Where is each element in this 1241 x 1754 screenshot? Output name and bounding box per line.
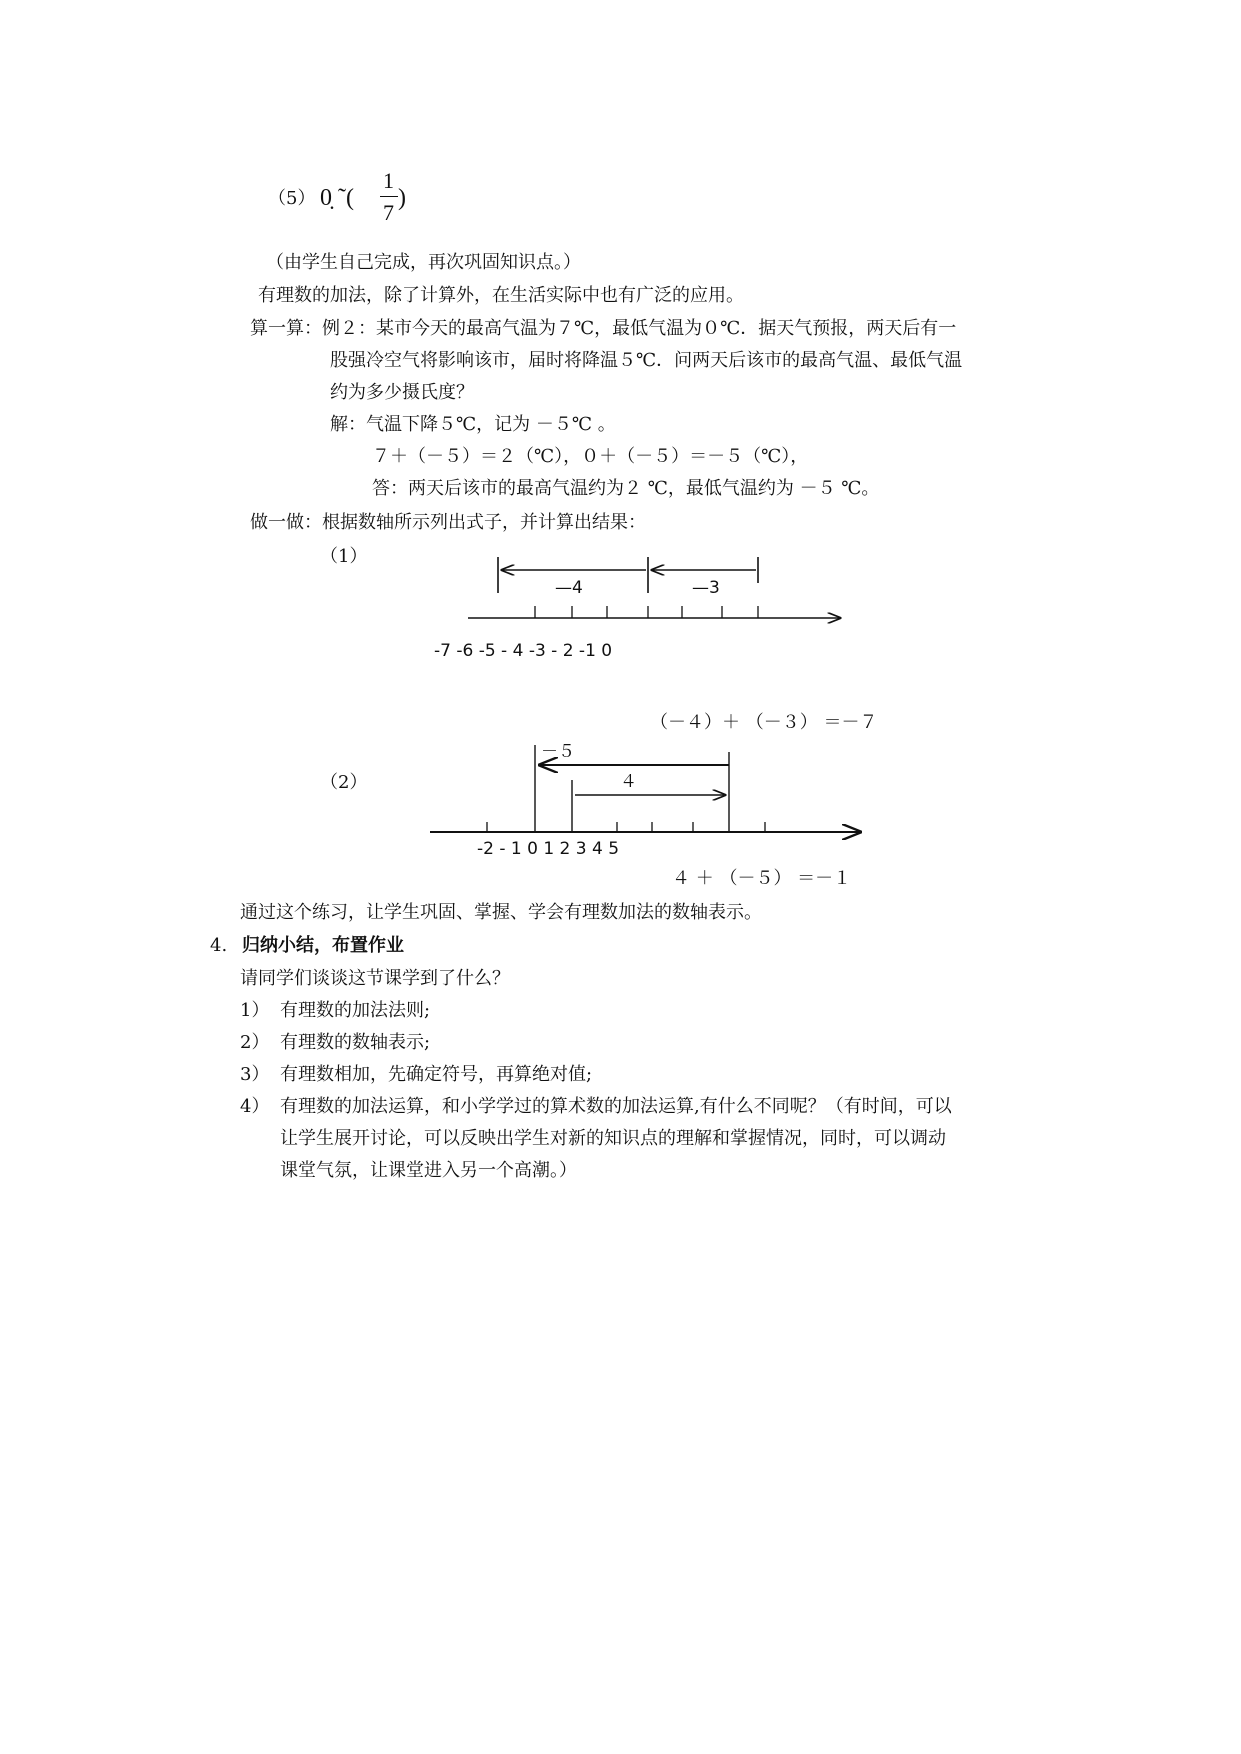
summary-item: 有理数的加法法则;	[280, 1000, 431, 1021]
fraction-bar	[380, 196, 398, 197]
summary-prompt: 请同学们谈谈这节课学到了什么？	[240, 968, 510, 989]
mid-arrow-label: ４	[620, 772, 637, 792]
item5-expr: 0̣ ˜(	[320, 185, 354, 211]
answer-line: 答：两天后该市的最高气温约为２ ℃，最低气温约为 －５ ℃。	[372, 478, 880, 499]
summary-item4-line3: 课堂气氛，让课堂进入另一个高潮。）	[280, 1160, 577, 1181]
arrow-right-label: —3	[692, 578, 720, 598]
summary-item: 有理数相加，先确定符号，再算绝对值;	[280, 1064, 593, 1085]
summary-item4-line2: 让学生展开讨论，可以反映出学生对新的知识点的理解和掌握情况，同时，可以调动	[280, 1128, 946, 1149]
summary-item-num: 4）	[240, 1096, 270, 1117]
number-line-diagram-1	[420, 545, 860, 675]
top-arrow-label: －５	[541, 742, 575, 762]
summary-item: 有理数的数轴表示;	[280, 1032, 431, 1053]
solution-line1: 解：气温下降５℃，记为 －５℃ 。	[330, 414, 616, 435]
tick-labels: -7 -6 -5 - 4 -3 - 2 -1 0	[434, 641, 613, 661]
item5-numerator: 1	[383, 168, 394, 193]
example2-line2: 股强冷空气将影响该市，届时将降温５℃．问两天后该市的最高气温、最低气温	[330, 350, 963, 371]
item5-label: （5）	[268, 188, 316, 209]
do-it-instruction: 做一做：根据数轴所示列出式子，并计算出结果：	[250, 512, 646, 533]
solution-line2: ７＋（－５）＝２（℃），０＋（－５）＝－５（℃），	[372, 446, 809, 467]
summary-item: 有理数的加法运算，和小学学过的算术数的加法运算,有什么不同呢？（有时间，可以	[280, 1096, 952, 1117]
summary-item-num: 1）	[240, 1000, 270, 1021]
item5-close: )	[398, 185, 406, 211]
diagram1-label: （1）	[320, 546, 368, 567]
item5-denominator: 7	[383, 200, 394, 225]
example2-line1: 算一算：例２：某市今天的最高气温为７℃，最低气温为０℃．据天气预报，两天后有一	[250, 318, 957, 339]
practice-note: 通过这个练习，让学生巩固、掌握、学会有理数加法的数轴表示。	[240, 902, 762, 923]
section-title: 归纳小结，布置作业	[242, 935, 404, 956]
summary-item-num: 2）	[240, 1032, 270, 1053]
diagram1-equation: （－４）＋ （－３） ＝－７	[650, 712, 878, 733]
section-number: 4.	[210, 935, 228, 956]
self-complete-note: （由学生自己完成，再次巩固知识点。）	[266, 252, 581, 273]
intro-paragraph: 有理数的加法，除了计算外，在生活实际中也有广泛的应用。	[258, 285, 744, 306]
diagram2-label: （2）	[320, 772, 368, 793]
arrow-left-label: —4	[555, 578, 583, 598]
example2-line3: 约为多少摄氏度？	[330, 382, 474, 403]
diagram2-equation: ４ ＋ （－５） ＝－１	[672, 868, 852, 889]
summary-item-num: 3）	[240, 1064, 270, 1085]
tick-labels: -2 - 1 0 1 2 3 4 5	[477, 839, 620, 859]
number-line-diagram-2	[425, 740, 875, 860]
